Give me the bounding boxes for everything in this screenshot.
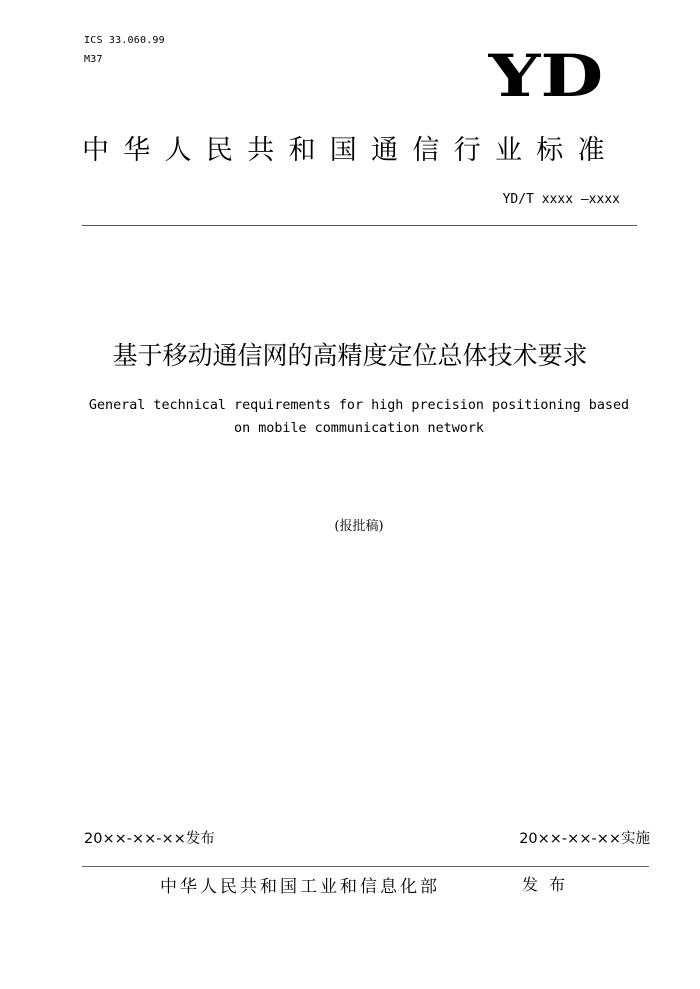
- publish-label: 发布: [522, 875, 577, 894]
- document-title-chinese: 基于移动通信网的高精度定位总体技术要求: [112, 341, 588, 370]
- yd-logo-text: YD: [488, 44, 604, 104]
- draft-status: (报批稿): [334, 519, 384, 534]
- document-title-english-line-2: on mobile communication network: [234, 421, 484, 436]
- ics-code: ICS 33.060.99: [84, 35, 165, 46]
- publisher-name: 中华人民共和国工业和信息化部: [160, 877, 440, 897]
- document-title-english-line-1: General technical requirements for high precision positioning based: [88, 398, 630, 413]
- standard-number: YD/T xxxx —xxxx: [502, 192, 620, 207]
- release-date: 20××-××-××发布: [84, 831, 215, 847]
- footer-divider: [82, 866, 649, 867]
- standard-category-title: 中华人民共和国通信行业标准: [82, 135, 619, 166]
- implementation-date: 20××-××-××实施: [519, 831, 650, 847]
- yd-logo: [476, 44, 616, 104]
- ccs-code: M37: [84, 54, 103, 65]
- header-divider: [82, 225, 637, 226]
